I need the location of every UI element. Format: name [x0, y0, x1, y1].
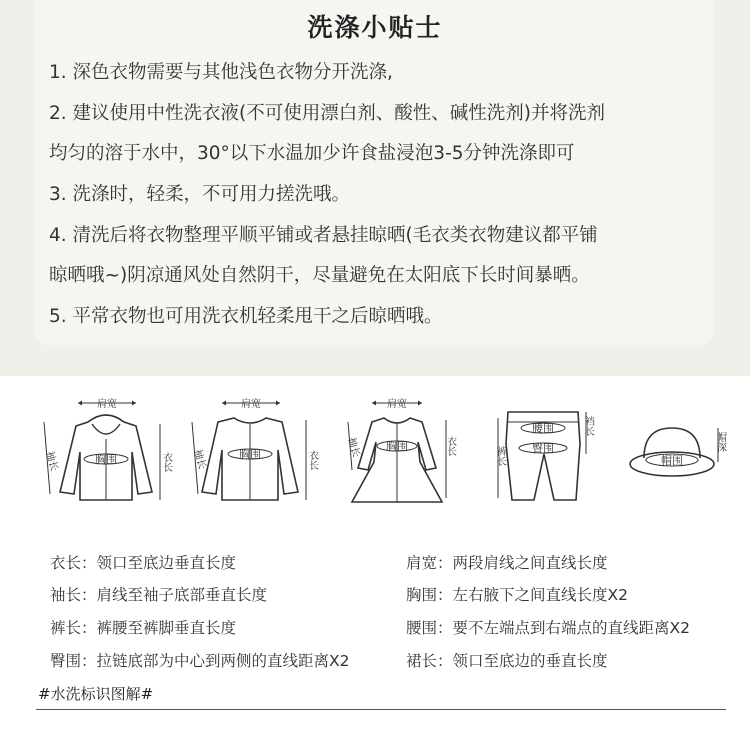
definition-item: 袖长：肩线至袖子底部垂直长度	[50, 586, 268, 604]
tip-line-4: 4. 清洗后将衣物整理平顺平铺或者悬挂晾晒(毛衣类衣物建议都平铺	[49, 225, 598, 246]
pants-inseam-label: 裤长	[494, 446, 506, 466]
footer-divider	[36, 709, 726, 710]
pants-waist-label: 腰围	[532, 422, 554, 435]
hat-figure	[624, 420, 734, 500]
hoodie-shoulder-label: 肩宽	[97, 399, 117, 410]
hoodie-sleeve-label: 袖长	[43, 450, 60, 473]
hat-circumference-label: 帽围	[661, 454, 683, 467]
cardigan-length-label: 衣长	[306, 450, 318, 470]
hoodie-chest-label: 胸围	[95, 453, 117, 466]
pants-rise-label: 裆长	[582, 416, 594, 436]
dress-shoulder-label: 肩宽	[387, 399, 407, 410]
definition-item: 胸围：左右腋下之间直线长度X2	[406, 586, 628, 604]
cardigan-shoulder-label: 肩宽	[241, 399, 261, 410]
pants-figure	[492, 398, 602, 508]
dress-chest-label: 胸围	[386, 440, 408, 453]
definition-item: 裙长：领口至底边的垂直长度	[406, 652, 608, 670]
cardigan-chest-label: 胸围	[239, 448, 261, 461]
tip-line-2-cont: 均匀的溶于水中，30°以下水温加少许食盐浸泡3-5分钟洗涤即可	[49, 143, 575, 164]
hoodie-length-label: 衣长	[160, 452, 172, 472]
tip-line-2: 2. 建议使用中性洗衣液(不可使用漂白剂、酸性、碱性洗剂)并将洗剂	[49, 103, 605, 124]
hat-depth-label: 帽深	[714, 432, 726, 452]
tip-line-3: 3. 洗涤时，轻柔，不可用力搓洗哦。	[49, 184, 351, 205]
cardigan-sleeve-label: 袖长	[191, 448, 208, 471]
tips-title: 洗涤小贴士	[307, 13, 443, 42]
definition-item: 衣长：领口至底边垂直长度	[50, 554, 237, 572]
pants-hip-label: 臀围	[532, 442, 554, 455]
dress-length-label: 衣长	[444, 436, 456, 456]
hoodie-figure	[36, 394, 176, 504]
cardigan-figure	[186, 394, 326, 504]
definition-item: 臀围：拉链底部为中心到两侧的直线距离X2	[50, 652, 350, 670]
definition-item: 肩宽：两段肩线之间直线长度	[406, 554, 608, 572]
wash-label-heading: #水洗标识图解#	[38, 685, 154, 703]
tip-line-4-cont: 晾晒哦~)阴凉通风处自然阴干，尽量避免在太阳底下长时间暴晒。	[49, 265, 590, 286]
tip-line-5: 5. 平常衣物也可用洗衣机轻柔甩干之后晾晒哦。	[49, 306, 443, 327]
tip-line-1: 1. 深色衣物需要与其他浅色衣物分开洗涤,	[49, 62, 393, 83]
definition-item: 裤长：裤腰至裤脚垂直长度	[50, 619, 237, 637]
dress-sleeve-label: 袖长	[345, 436, 362, 459]
definition-item: 腰围：要不左端点到右端点的直线距离X2	[406, 619, 690, 637]
dress-figure	[342, 394, 462, 509]
tips-card	[34, 0, 714, 345]
size-diagram-row	[0, 384, 750, 514]
